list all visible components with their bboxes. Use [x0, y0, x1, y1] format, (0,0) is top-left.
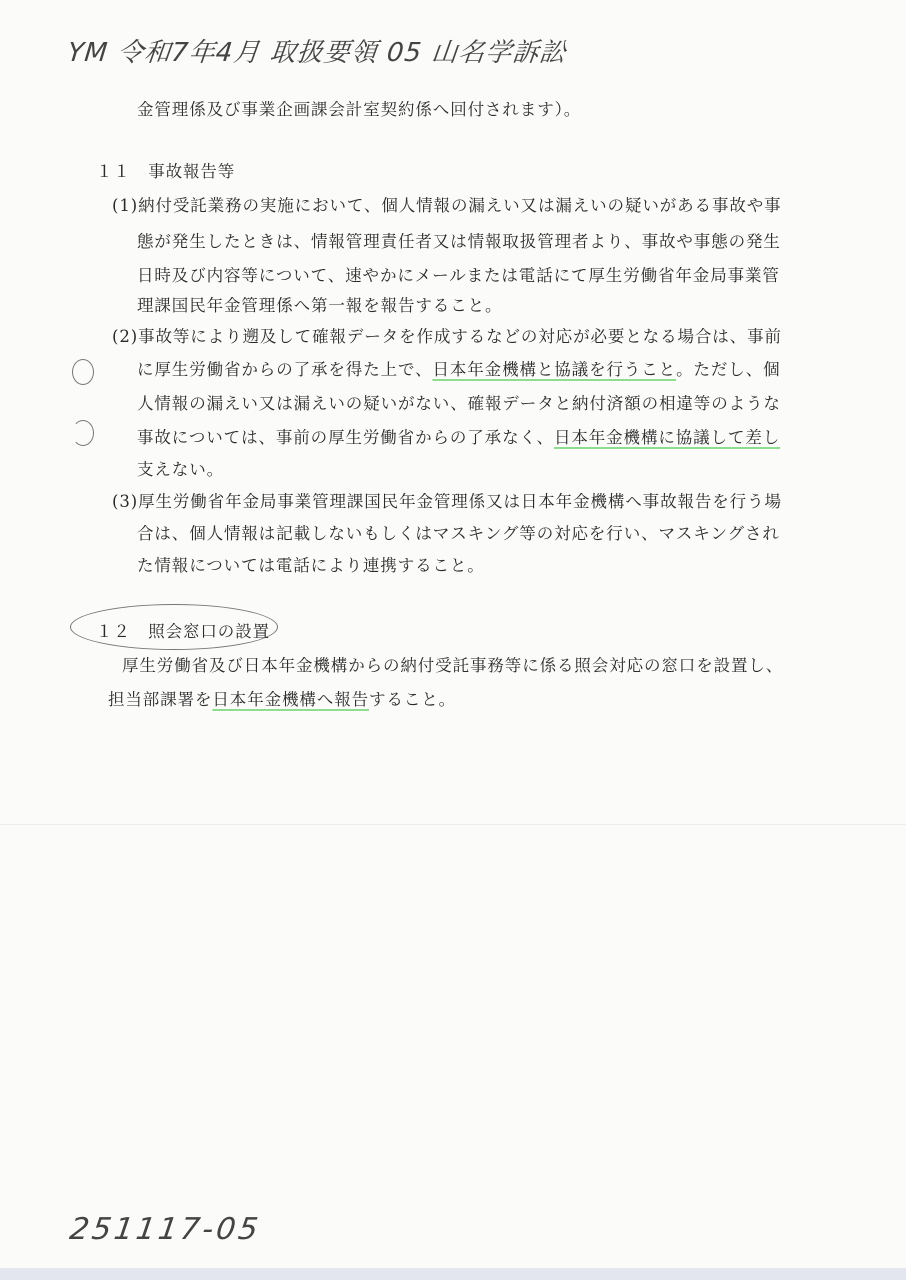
section-12-heading: １２ 照会窓口の設置 — [96, 622, 270, 641]
item-1-line: (1)納付受託業務の実施において、個人情報の漏えい又は漏えいの疑いがある事故や事 — [112, 196, 782, 215]
scan-edge-strip — [0, 1268, 906, 1280]
item-2-line: 人情報の漏えい又は漏えいの疑いがない、確報データと納付済額の相違等のような — [137, 394, 781, 413]
item-2-line-text: に厚生労働省からの了承を得た上で、 — [137, 360, 433, 379]
continuation-line: 金管理係及び事業企画課会計室契約係へ回付されます）。 — [137, 100, 582, 119]
section-11-heading: １１ 事故報告等 — [96, 162, 236, 181]
section-12-line-text: 担当部課署を — [108, 690, 213, 709]
item-3-line: (3)厚生労働省年金局事業管理課国民年金管理係又は日本年金機構へ事故報告を行う場 — [112, 492, 782, 511]
section-12-line-text: すること。 — [369, 690, 457, 709]
item-2-line: (2)事故等により遡及して確報データを作成するなどの対応が必要となる場合は、事前 — [112, 327, 782, 346]
item-2-line — [137, 356, 781, 380]
item-1-line: 態が発生したときは、情報管理責任者又は情報取扱管理者より、事故や事態の発生 — [137, 232, 781, 251]
item-2-line: 支えない。 — [137, 460, 224, 479]
section-12-line — [108, 686, 456, 710]
highlighted-phrase: 日本年金機構と協議を行うこと — [432, 360, 677, 379]
handwritten-footer-note: 251117-05 — [67, 1212, 263, 1247]
highlighted-phrase: 日本年金機構へ報告 — [212, 690, 370, 709]
item-3-line: 合は、個人情報は記載しないもしくはマスキング等の対応を行い、マスキングされ — [137, 524, 780, 543]
pencil-circle-mark — [72, 359, 94, 385]
item-1-line: 日時及び内容等について、速やかにメールまたは電話にて厚生労働省年金局事業管 — [137, 266, 780, 285]
section-12-line: 厚生労働省及び日本年金機構からの納付受託事務等に係る照会対応の窓口を設置し、 — [122, 656, 784, 675]
item-3-line: た情報については電話により連携すること。 — [137, 556, 485, 575]
pencil-circle-mark — [72, 420, 94, 446]
item-2-line — [137, 424, 780, 448]
highlighted-phrase: 日本年金機構に協議して差し — [553, 428, 781, 447]
handwritten-header-note: YM 令和7年4月 取扱要領 05 山名学訴訟 — [66, 38, 568, 68]
item-1-line: 理課国民年金管理係へ第一報を報告すること。 — [137, 296, 503, 315]
scan-fold-line — [0, 824, 906, 825]
item-2-line-text: 事故については、事前の厚生労働省からの了承なく、 — [137, 428, 554, 447]
item-2-line-text: 。ただし、個 — [676, 360, 781, 379]
